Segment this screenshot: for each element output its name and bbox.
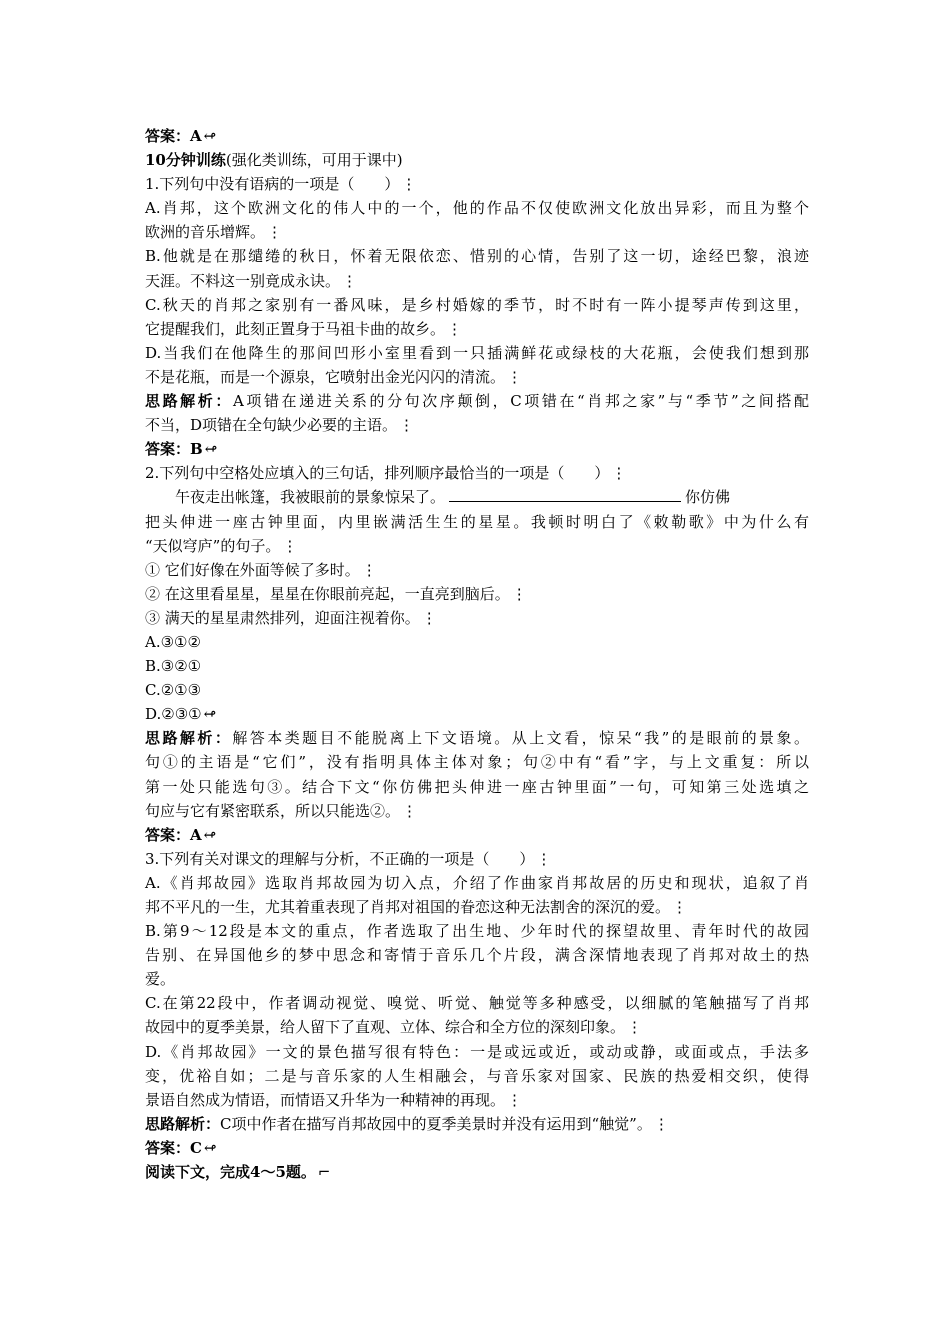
q3-option-d-line1: D.《肖邦故园》一文的景色描写很有特色：一是或远或近，或动或静，或面或点，手法多 (145, 1042, 809, 1061)
q1-option-d-line1: D.当我们在他降生的那间凹形小室里看到一只插满鲜花或绿枝的大花瓶，会使我们想到那 (145, 343, 809, 362)
q3-option-a-line2: 邦不平凡的一生，尤其着重表现了肖邦对祖国的眷恋这种无法割舍的深沉的爱。 ⋮ (145, 898, 688, 916)
q3-option-b-line3: 爱。 (145, 970, 176, 989)
q2-explanation-line4: 句应与它有紧密联系，所以只能选②。 ⋮ (145, 801, 418, 820)
q2-option-d: D.②③① ↫ (145, 705, 217, 724)
q1-answer: 答案：B ↫ (145, 440, 218, 459)
q2-answer: 答案：A ↫ (145, 825, 217, 844)
q3-explanation: 思路解析：C项中作者在描写肖邦故园中的夏季美景时并没有运用到“触觉”。 ⋮ (145, 1114, 669, 1133)
section-heading: 10分钟训练(强化类训练，可用于课中) (145, 151, 403, 170)
q3-option-c-line1: C.在第22段中，作者调动视觉、嗅觉、听觉、触觉等多种感受，以细腻的笔触描写了肖邦 (145, 994, 809, 1013)
q3-option-a-line1: A.《肖邦故园》选取肖邦故园为切入点，介绍了作曲家肖邦故居的历史和现状，追叙了肖 (145, 873, 809, 892)
q1-option-b-line2: 天涯。不料这一别竟成永诀。 ⋮ (145, 271, 358, 290)
q2-passage-line1: 午夜走出帐篷，我被眼前的景象惊呆了。 你仿佛 (145, 485, 809, 509)
reading-instruction: 阅读下文，完成4～5题。 ⌐ (145, 1163, 331, 1182)
q3-option-d-line3: 景语自然成为情语，而情语又升华为一种精神的再现。 ⋮ (145, 1090, 523, 1109)
q2-sentence-1: ① 它们好像在外面等候了多时。 ⋮ (145, 560, 377, 579)
q3-stem: 3.下列有关对课文的理解与分析，不正确的一项是（ ） ⋮ (145, 849, 552, 868)
q2-option-c: C.②①③ (145, 681, 202, 700)
q1-option-a-line1: A.肖邦，这个欧洲文化的伟人中的一个，他的作品不仅使欧洲文化放出异彩，而且为整个 (145, 199, 809, 218)
q3-option-b-line2: 告别、在异国他乡的梦中思念和寄情于音乐几个片段，满含深情地表现了肖邦对故土的热 (145, 946, 809, 965)
q3-answer: 答案：C ↫ (145, 1138, 217, 1157)
q1-option-a-line2: 欧洲的音乐增辉。 ⋮ (145, 223, 283, 242)
q3-option-d-line2: 变，优裕自如；二是与音乐家的人生相融会，与音乐家对国家、民族的热爱相交织，使得 (145, 1066, 809, 1085)
q2-passage-line3: “天似穹庐”的句子。 ⋮ (145, 536, 298, 555)
q1-option-c-line1: C.秋天的肖邦之家别有一番风味，是乡村婚嫁的季节，时不时有一阵小提琴声传到这里， (145, 295, 809, 314)
q1-option-b-line1: B.他就是在那缱绻的秋日，怀着无限依恋、惜别的心情，告别了这一切，途经巴黎，浪迹 (145, 247, 809, 266)
q2-stem: 2.下列句中空格处应填入的三句话，排列顺序最恰当的一项是（ ） ⋮ (145, 464, 627, 483)
q1-explanation-line1: 思路解析：A项错在递进关系的分句次序颠倒，C项错在“肖邦之家”与“季节”之间搭配 (145, 392, 809, 411)
q2-option-a: A.③①② (145, 632, 201, 651)
q3-option-b-line1: B.第9～12段是本文的重点，作者选取了出生地、少年时代的探望故里、青年时代的故园 (145, 922, 809, 941)
q3-option-c-line2: 故园中的夏季美景，给人留下了直观、立体、综合和全方位的深刻印象。 ⋮ (145, 1018, 643, 1037)
q2-sentence-2: ② 在这里看星星，星星在你眼前亮起，一直亮到脑后。 ⋮ (145, 584, 527, 603)
q1-option-d-line2: 不是花瓶，而是一个源泉，它喷射出金光闪闪的清流。 ⋮ (145, 367, 523, 386)
q2-option-b: B.③②① (145, 657, 202, 676)
q1-stem: 1.下列句中没有语病的一项是（ ） ⋮ (145, 175, 417, 194)
q1-option-c-line2: 它提醒我们，此刻正置身于马祖卡曲的故乡。 ⋮ (145, 319, 463, 338)
q2-passage-line2: 把头伸进一座古钟里面，内里嵌满活生生的星星。我顿时明白了《敕勒歌》中为什么有 (145, 512, 809, 531)
answer-prev: 答案：A ↫ (145, 127, 217, 145)
q2-explanation-line3: 第一处只能选句③。结合下文“你仿佛把头伸进一座古钟里面”一句，可知第三处选填之 (145, 777, 809, 796)
q2-explanation-line2: 句①的主语是“它们”，没有指明具体主体对象；句②中有“看”字，与上文重复：所以 (145, 753, 809, 772)
q2-explanation-line1: 思路解析：解答本类题目不能脱离上下文语境。从上文看，惊呆“我”的是眼前的景象。 (145, 729, 809, 748)
fill-blank (449, 485, 681, 502)
q2-sentence-3: ③ 满天的星星肃然排列，迎面注视着你。 ⋮ (145, 608, 437, 627)
document-page (145, 124, 809, 1184)
q1-explanation-line2: 不当，D项错在全句缺少必要的主语。 ⋮ (145, 416, 415, 435)
